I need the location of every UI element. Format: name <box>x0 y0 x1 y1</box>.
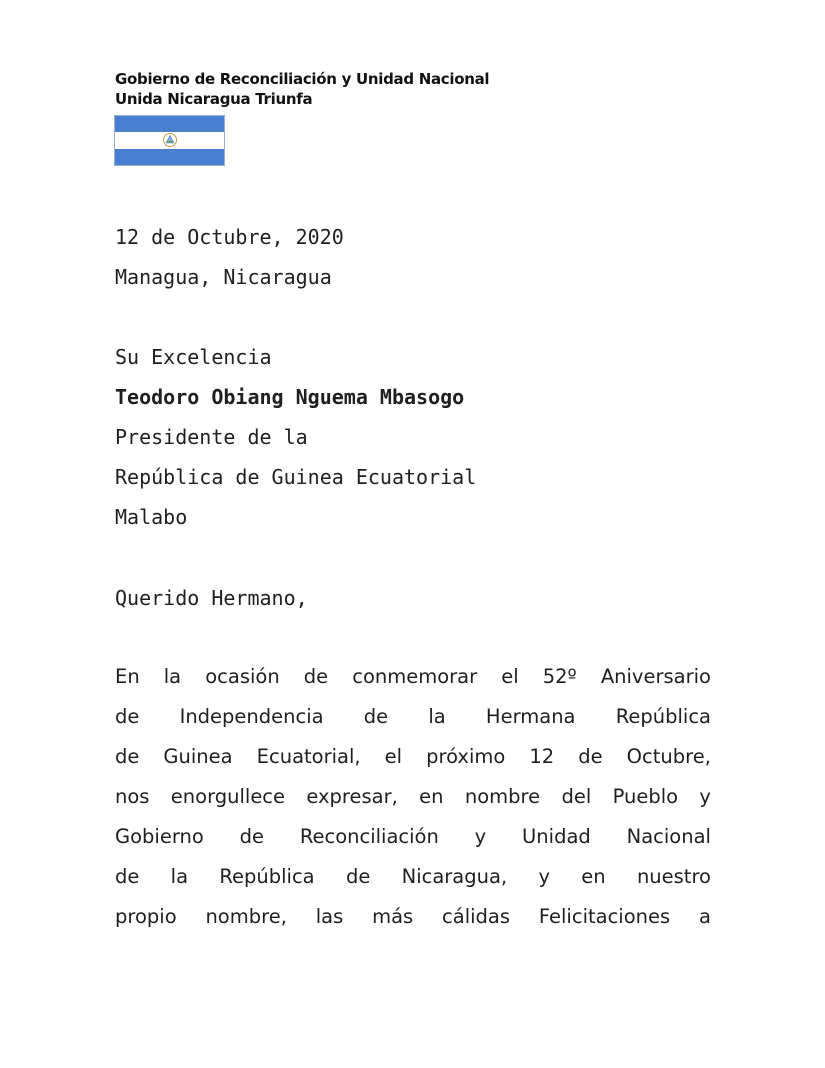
body-line: de Guinea Ecuatorial, el próximo 12 de Octubre, <box>115 745 711 768</box>
coat-of-arms-icon <box>162 132 178 148</box>
body-line: Gobierno de Reconciliación y Unidad Nacional <box>115 825 711 848</box>
recipient-title: Su Excelencia <box>115 345 272 369</box>
recipient-role-line-2: República de Guinea Ecuatorial <box>115 465 477 489</box>
recipient-city: Malabo <box>115 505 188 529</box>
body-line: de Independencia de la Hermana República <box>115 705 711 728</box>
letterhead <box>115 69 489 109</box>
body-line: de la República de Nicaragua, y en nuestro <box>115 865 711 888</box>
nicaragua-flag-icon <box>114 115 225 166</box>
letter-date: 12 de Octubre, 2020 <box>115 225 344 249</box>
letter-greeting: Querido Hermano, <box>115 586 308 610</box>
recipient-name: Teodoro Obiang Nguema Mbasogo <box>115 385 465 409</box>
body-line: En la ocasión de conmemorar el 52º Aniversario <box>115 665 711 688</box>
letterhead-slogan: Unida Nicaragua Triunfa <box>115 90 313 108</box>
body-line: propio nombre, las más cálidas Felicitaciones a <box>115 905 711 928</box>
letterhead-government-name: Gobierno de Reconciliación y Unidad Nacional <box>115 70 490 88</box>
letter-place: Managua, Nicaragua <box>115 265 332 289</box>
body-line: nos enorgullece expresar, en nombre del Pueblo y <box>115 785 711 808</box>
recipient-role-line-1: Presidente de la <box>115 425 308 449</box>
